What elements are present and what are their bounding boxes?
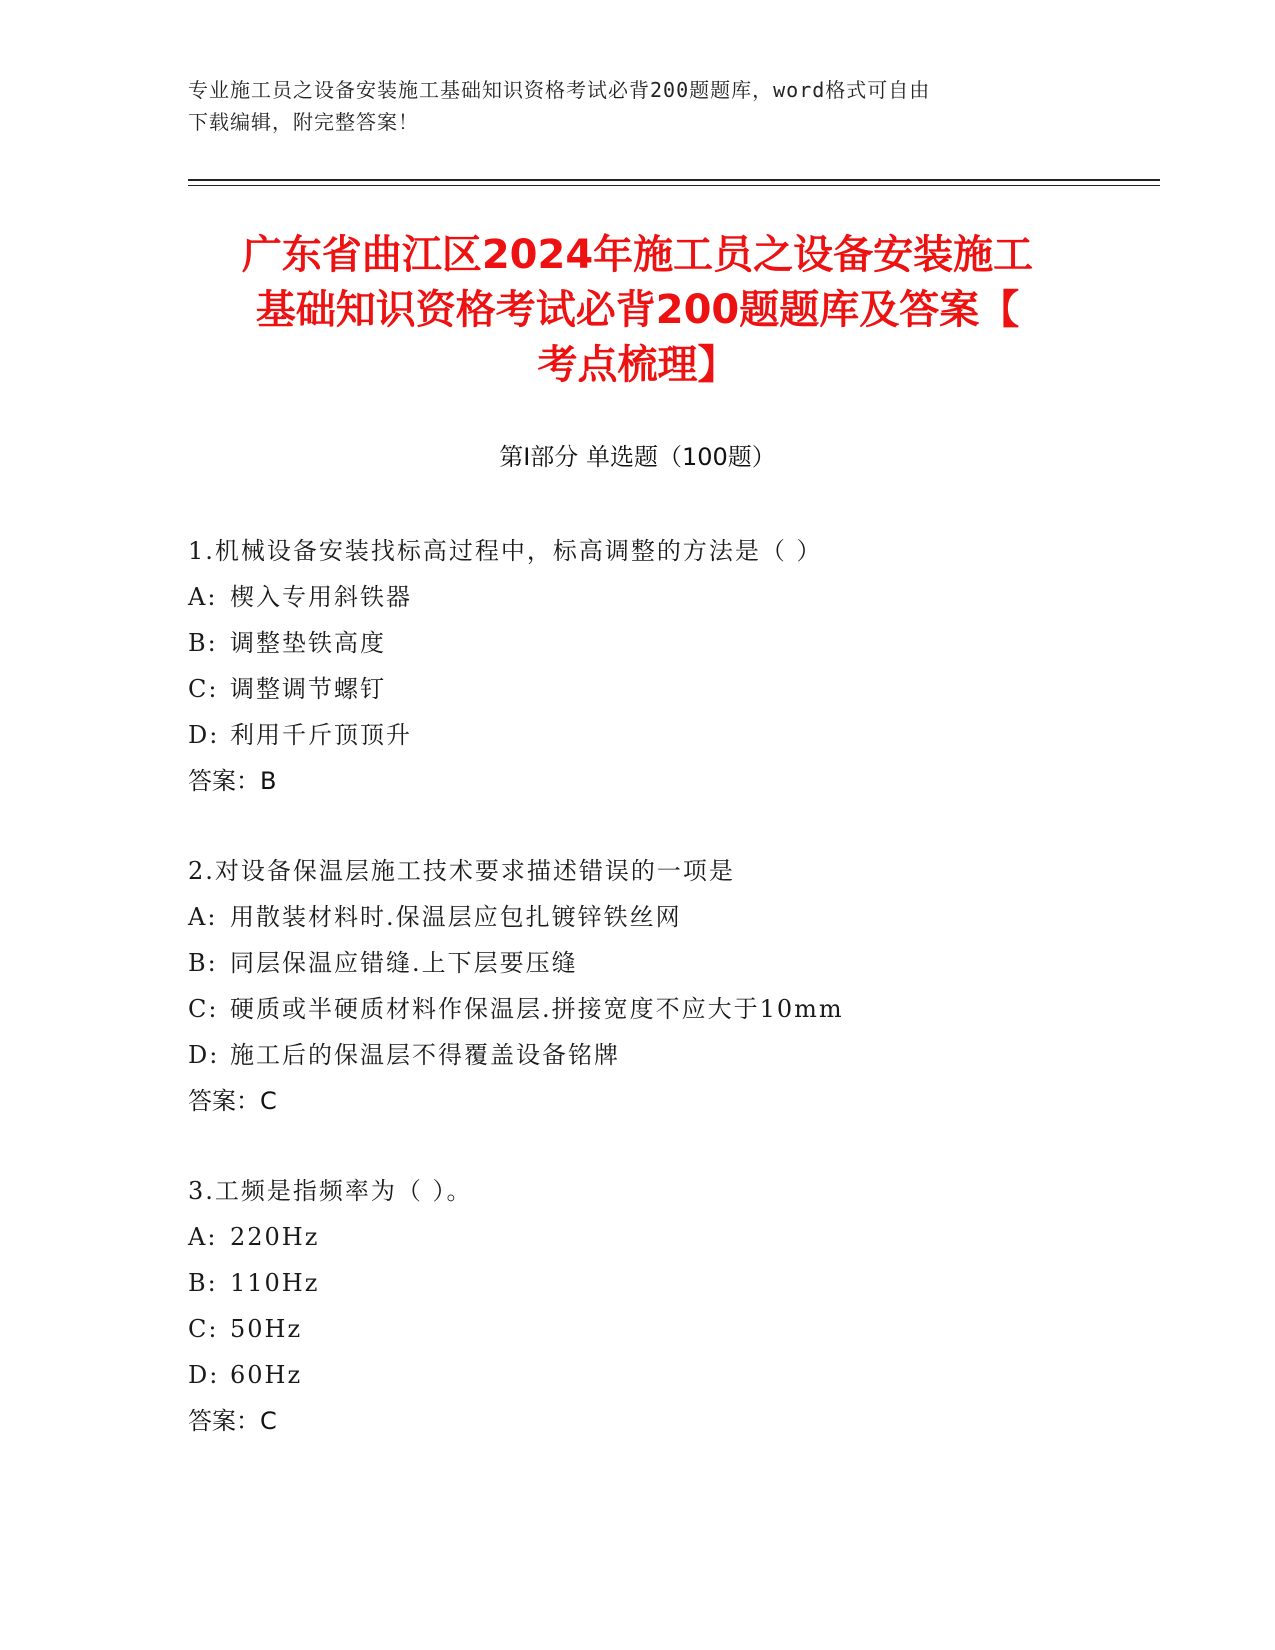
question-option bbox=[188, 1214, 1148, 1260]
option-key: C: bbox=[188, 1315, 219, 1343]
question-option bbox=[188, 940, 1148, 986]
question-option bbox=[188, 574, 1148, 620]
header-divider-thick bbox=[188, 179, 1160, 181]
option-key: A: bbox=[188, 1223, 218, 1251]
option-key: D: bbox=[188, 1041, 220, 1069]
header-note-line: 专业施工员之设备安装施工基础知识资格考试必背200题题库，word格式可自由 bbox=[188, 78, 931, 102]
option-text: 110Hz bbox=[230, 1269, 320, 1297]
question-option bbox=[188, 894, 1148, 940]
document-title-line: 基础知识资格考试必背200题题库及答案【 bbox=[255, 287, 1020, 333]
question-option bbox=[188, 986, 1148, 1032]
question-item bbox=[188, 848, 1148, 1124]
option-text: 调整调节螺钉 bbox=[230, 675, 386, 703]
question-answer: 答案：C bbox=[188, 1407, 277, 1435]
option-key: B: bbox=[188, 949, 218, 977]
header-divider-thin bbox=[188, 185, 1160, 186]
question-answer: 答案：C bbox=[188, 1087, 277, 1115]
question-list bbox=[188, 528, 1148, 1488]
header-note-line: 下载编辑，附完整答案！ bbox=[188, 110, 419, 134]
option-key: C: bbox=[188, 995, 219, 1023]
option-key: D: bbox=[188, 1361, 220, 1389]
option-key: B: bbox=[188, 1269, 218, 1297]
option-text: 60Hz bbox=[230, 1361, 303, 1389]
option-text: 调整垫铁高度 bbox=[230, 629, 386, 657]
document-title-line: 考点梳理】 bbox=[537, 342, 738, 388]
option-text: 硬质或半硬质材料作保温层.拼接宽度不应大于10mm bbox=[230, 995, 844, 1023]
question-option bbox=[188, 620, 1148, 666]
question-answer: 答案：B bbox=[188, 767, 277, 795]
option-key: C: bbox=[188, 675, 219, 703]
question-stem: 2.对设备保温层施工技术要求描述错误的一项是 bbox=[188, 857, 735, 885]
question-stem: 3.工频是指频率为（ ）。 bbox=[188, 1177, 473, 1205]
option-key: A: bbox=[188, 583, 218, 611]
option-text: 同层保温应错缝.上下层要压缝 bbox=[230, 949, 578, 977]
option-text: 用散装材料时.保温层应包扎镀锌铁丝网 bbox=[230, 903, 682, 931]
question-item bbox=[188, 1168, 1148, 1444]
question-option bbox=[188, 1352, 1148, 1398]
option-text: 50Hz bbox=[230, 1315, 303, 1343]
question-option bbox=[188, 1306, 1148, 1352]
document-title-line: 广东省曲江区2024年施工员之设备安装施工 bbox=[241, 232, 1034, 278]
document-title bbox=[150, 228, 1125, 393]
option-key: D: bbox=[188, 721, 220, 749]
question-option bbox=[188, 712, 1148, 758]
question-stem: 1.机械设备安装找标高过程中，标高调整的方法是（ ） bbox=[188, 537, 823, 565]
option-text: 220Hz bbox=[230, 1223, 320, 1251]
header-note bbox=[188, 74, 1088, 138]
question-item bbox=[188, 528, 1148, 804]
option-key: A: bbox=[188, 903, 218, 931]
option-text: 利用千斤顶顶升 bbox=[230, 721, 412, 749]
option-key: B: bbox=[188, 629, 218, 657]
question-option bbox=[188, 666, 1148, 712]
option-text: 楔入专用斜铁器 bbox=[230, 583, 412, 611]
question-option bbox=[188, 1032, 1148, 1078]
section-title: 第Ⅰ部分 单选题（100题） bbox=[499, 443, 776, 471]
question-option bbox=[188, 1260, 1148, 1306]
option-text: 施工后的保温层不得覆盖设备铭牌 bbox=[230, 1041, 620, 1069]
